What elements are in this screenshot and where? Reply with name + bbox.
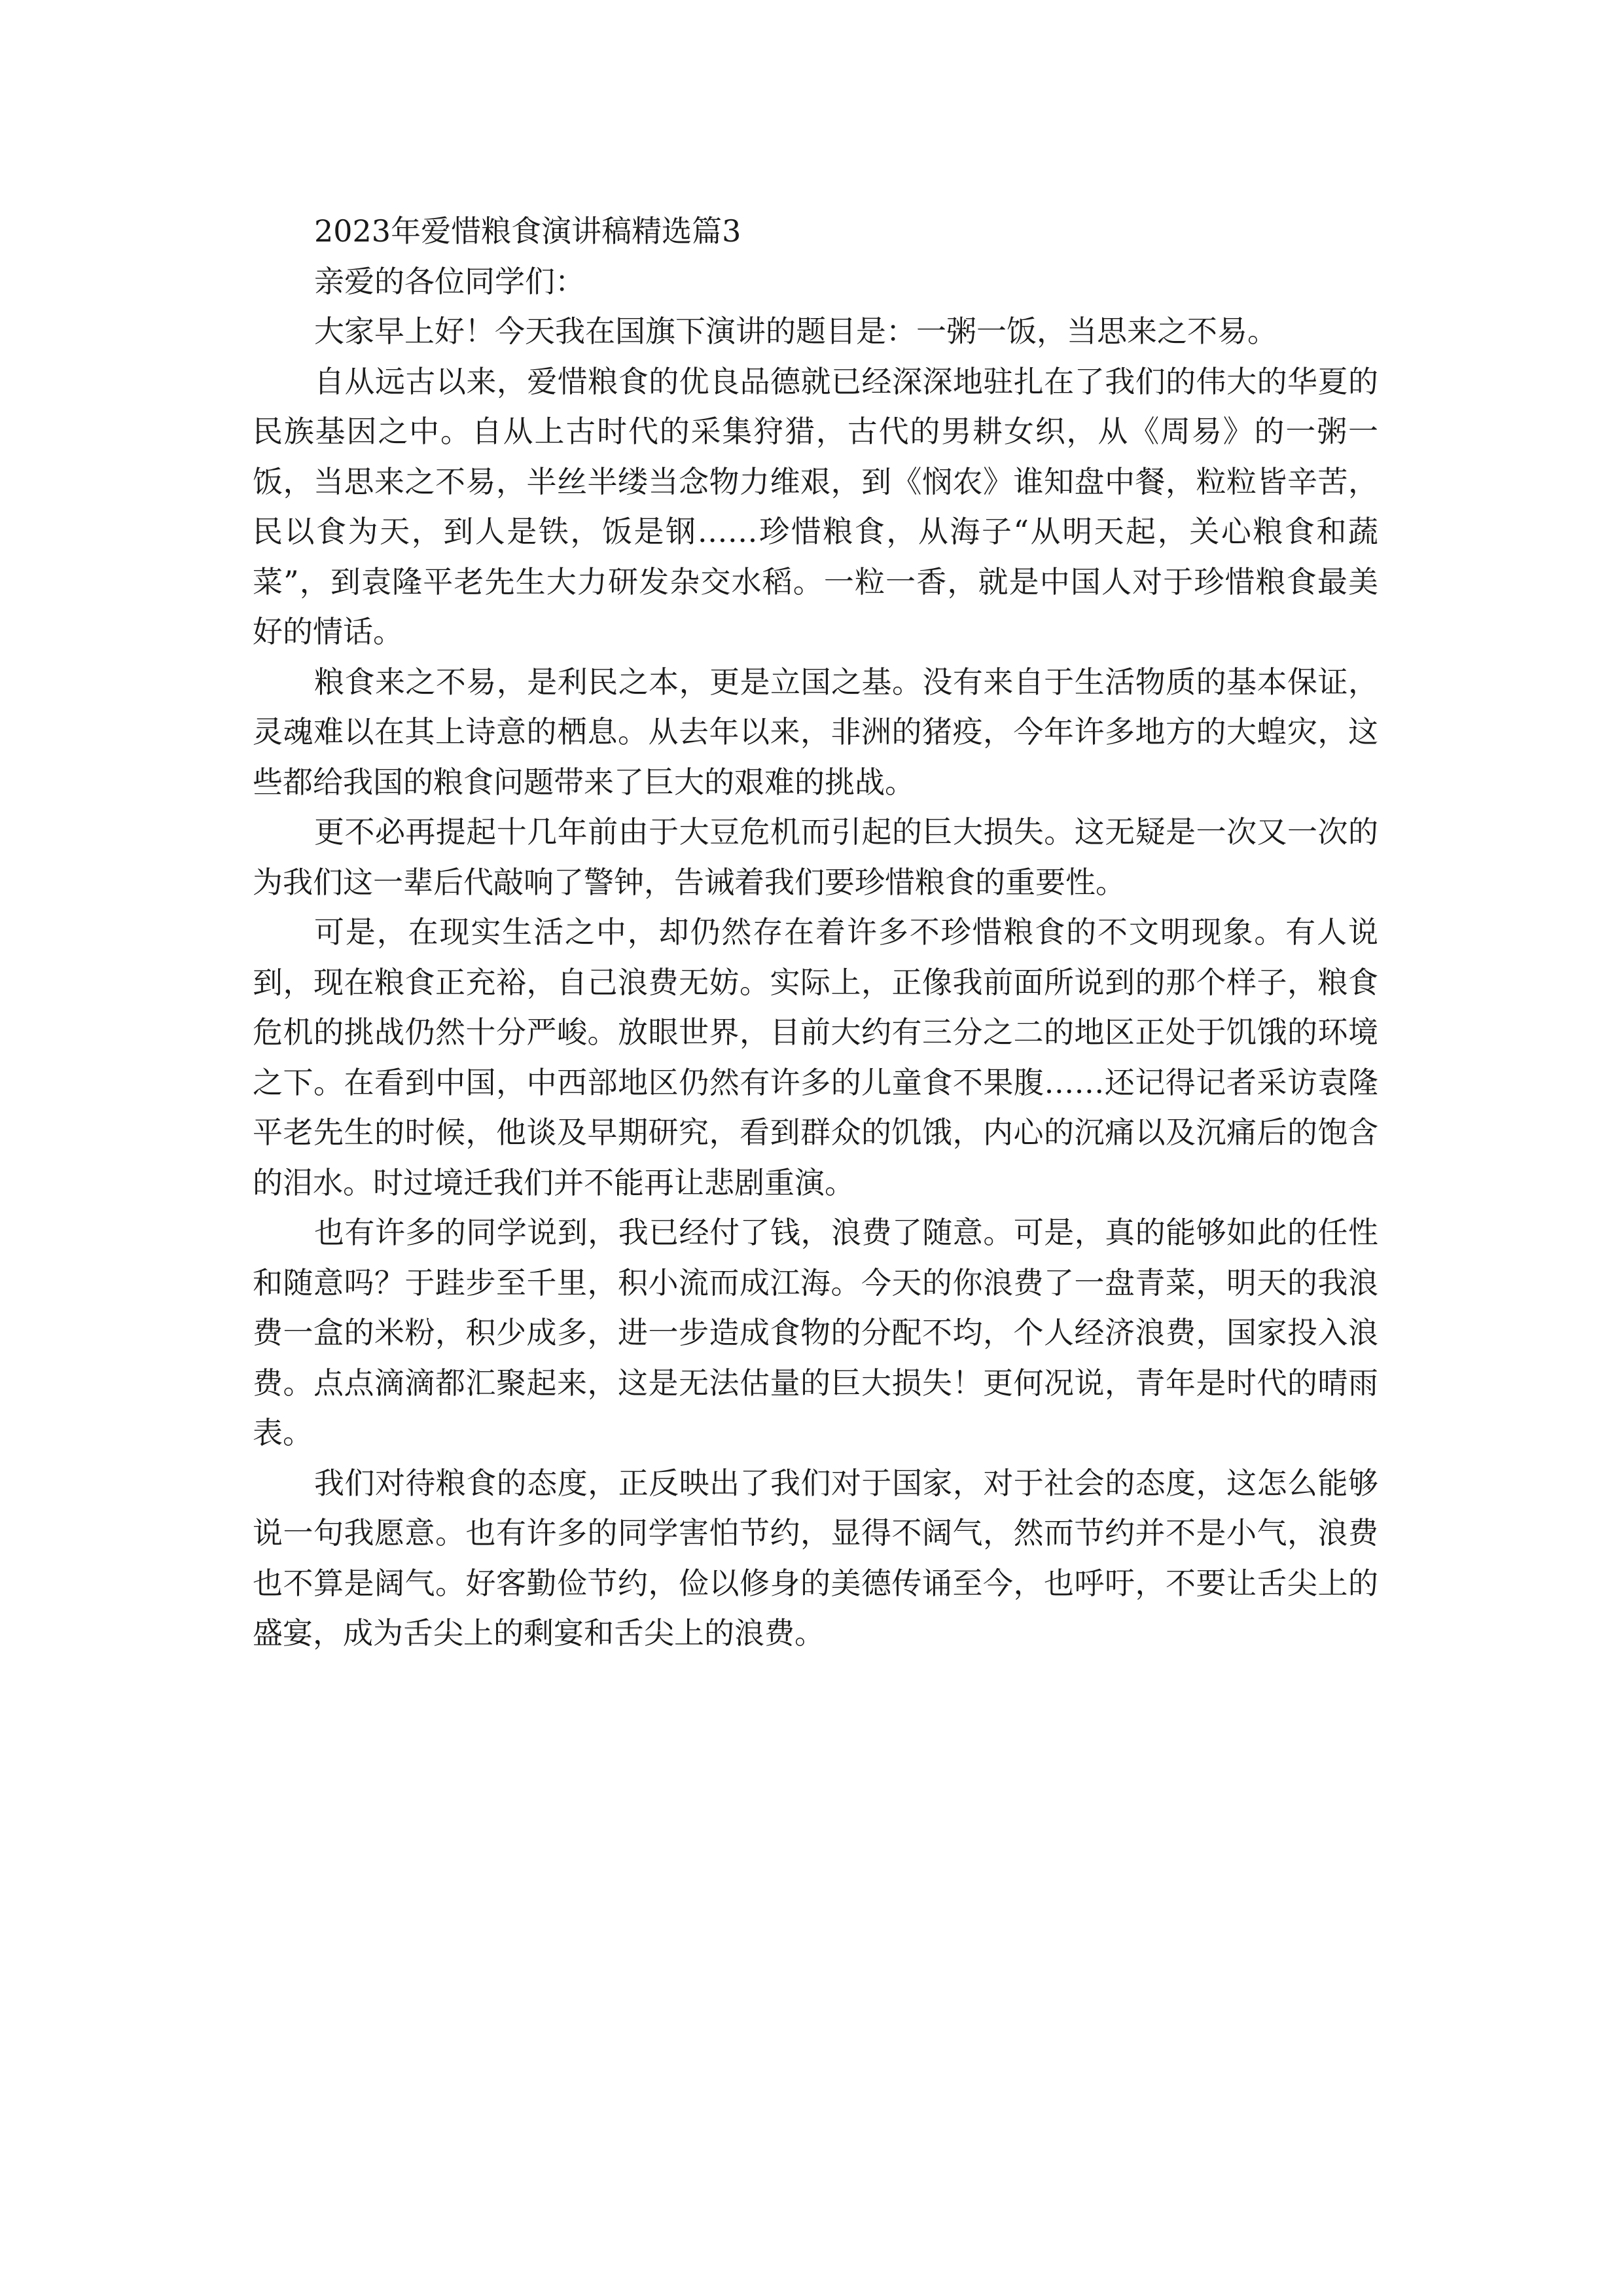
paragraph: 自从远古以来，爱惜粮食的优良品德就已经深深地驻扎在了我们的伟大的华夏的民族基因之中。自从上古时代的采集狩猎，古代的男耕女织，从《周易》的一粥一饭，当思来之不易，半丝半缕当念物力维艰，到《悯农》谁知盘中餐，粒粒皆辛苦，民以食为天，到人是铁，饭是钢……珍惜粮食，从海子“从明天起，关心粮食和蔬菜”，到袁隆平老先生大力研发杂交水稻。一粒一香，就是中国人对于珍惜粮食最美好的情话。 <box>253 363 1378 649</box>
paragraph: 粮食来之不易，是利民之本，更是立国之基。没有来自于生活物质的基本保证，灵魂难以在其上诗意的栖息。从去年以来，非洲的猪疫，今年许多地方的大蝗灾，这些都给我国的粮食问题带来了巨大的艰难的挑战。 <box>253 664 1378 800</box>
paragraph: 更不必再提起十几年前由于大豆危机而引起的巨大损失。这无疑是一次又一次的为我们这一辈后代敲响了警钟，告诫着我们要珍惜粮食的重要性。 <box>253 814 1378 900</box>
document-title: 2023年爱惜粮食演讲稿精选篇3 <box>314 213 741 249</box>
document-body <box>253 206 1378 1659</box>
paragraph: 可是，在现实生活之中，却仍然存在着许多不珍惜粮食的不文明现象。有人说到，现在粮食正充裕，自己浪费无妨。实际上，正像我前面所说到的那个样子，粮食危机的挑战仍然十分严峻。放眼世界，目前大约有三分之二的地区正处于饥饿的环境之下。在看到中国，中西部地区仍然有许多的儿童食不果腹……还记得记者采访袁隆平老先生的时候，他谈及早期研究，看到群众的饥饿，内心的沉痛以及沉痛后的饱含的泪水。时过境迁我们并不能再让悲剧重演。 <box>253 914 1378 1200</box>
greeting: 亲爱的各位同学们： <box>314 263 585 299</box>
paragraph: 我们对待粮食的态度，正反映出了我们对于国家，对于社会的态度，这怎么能够说一句我愿意。也有许多的同学害怕节约，显得不阔气，然而节约并不是小气，浪费也不算是阔气。好客勤俭节约，俭以修身的美德传诵至今，也呼吁，不要让舌尖上的盛宴，成为舌尖上的剩宴和舌尖上的浪费。 <box>253 1465 1378 1651</box>
paragraph: 大家早上好！今天我在国旗下演讲的题目是：一粥一饭，当思来之不易。 <box>314 314 1277 349</box>
paragraph: 也有许多的同学说到，我已经付了钱，浪费了随意。可是，真的能够如此的任性和随意吗？于跬步至千里，积小流而成江海。今天的你浪费了一盘青菜，明天的我浪费一盒的米粉，积少成多，进一步造成食物的分配不均，个人经济浪费，国家投入浪费。点点滴滴都汇聚起来，这是无法估量的巨大损失！更何况说，青年是时代的晴雨表。 <box>253 1215 1378 1450</box>
